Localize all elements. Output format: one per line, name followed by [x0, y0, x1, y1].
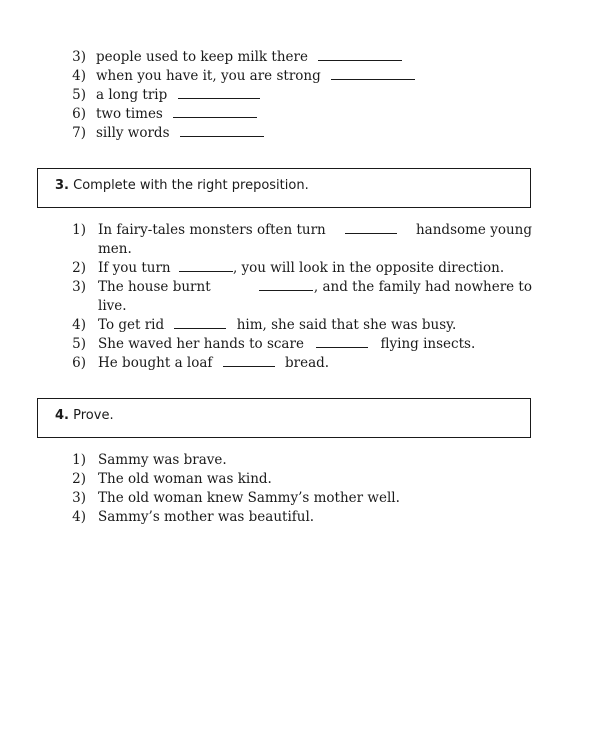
item-text-after: bread. [285, 355, 330, 371]
item-number: 2) [72, 471, 86, 487]
answer-blank[interactable] [259, 278, 313, 291]
item-label: two times [96, 106, 163, 122]
item-number: 5) [72, 336, 86, 352]
blank-with-after [259, 278, 532, 297]
item-text-after: flying insects. [380, 336, 476, 352]
answer-blank[interactable] [179, 259, 233, 272]
answer-blank[interactable] [223, 354, 275, 367]
item-number: 3) [72, 490, 86, 506]
section-4-title [55, 408, 114, 423]
item-number: 1) [72, 222, 86, 238]
answer-blank[interactable] [318, 48, 402, 61]
item-number: 7) [72, 125, 86, 141]
item-text [98, 335, 475, 354]
item-text [96, 105, 257, 124]
item-number: 3) [72, 49, 86, 65]
item-number: 5) [72, 87, 86, 103]
item-number: 6) [72, 106, 86, 122]
item-continuation: live. [98, 298, 127, 314]
item-number: 3) [72, 279, 86, 295]
item-number: 2) [72, 260, 86, 276]
item-text: Sammy was brave. [98, 452, 227, 468]
item-text: The old woman was kind. [98, 471, 272, 487]
item-text [96, 67, 415, 86]
answer-blank[interactable] [331, 67, 415, 80]
answer-blank[interactable] [180, 124, 264, 137]
item-text-before: To get rid [98, 317, 165, 333]
item-text [98, 221, 532, 240]
item-text-after: him, she said that she was busy. [236, 317, 457, 333]
item-text [96, 86, 260, 105]
item-text-after: handsome young [415, 222, 532, 238]
section-3-title [55, 178, 309, 193]
section-number: 4. [55, 408, 69, 423]
item-text-before: If you turn [98, 260, 171, 276]
item-text [96, 48, 402, 67]
answer-blank[interactable] [173, 105, 257, 118]
item-number: 1) [72, 452, 86, 468]
item-number: 4) [72, 317, 86, 333]
item-text-before: She waved her hands to scare [98, 336, 304, 352]
answer-blank[interactable] [345, 221, 397, 234]
item-text [96, 124, 264, 143]
item-text [98, 278, 532, 297]
section-title-text: Complete with the right preposition. [73, 178, 309, 193]
item-label: silly words [96, 125, 170, 141]
item-text: Sammy’s mother was beautiful. [98, 509, 315, 525]
item-label: when you have it, you are strong [96, 68, 321, 84]
answer-blank[interactable] [178, 86, 260, 99]
item-text-before: He bought a loaf [98, 355, 213, 371]
item-text: The old woman knew Sammy’s mother well. [98, 490, 400, 506]
item-label: people used to keep milk there [96, 49, 308, 65]
item-label: a long trip [96, 87, 168, 103]
section-3-header [37, 168, 531, 208]
item-text [98, 316, 456, 335]
answer-blank[interactable] [316, 335, 368, 348]
item-text [98, 259, 504, 278]
section-title-text: Prove. [73, 408, 114, 423]
item-text-after: , you will look in the opposite direction. [232, 260, 505, 276]
section-number: 3. [55, 178, 69, 193]
item-number: 4) [72, 68, 86, 84]
item-text-after: , and the family had nowhere to [313, 279, 532, 295]
item-text-before: In fairy-tales monsters often turn [98, 222, 326, 238]
answer-blank[interactable] [174, 316, 226, 329]
item-number: 6) [72, 355, 86, 371]
section-4-header [37, 398, 531, 438]
item-text-before: The house burnt [98, 279, 211, 295]
item-number: 4) [72, 509, 86, 525]
item-continuation: men. [98, 241, 132, 257]
item-text [98, 354, 329, 373]
